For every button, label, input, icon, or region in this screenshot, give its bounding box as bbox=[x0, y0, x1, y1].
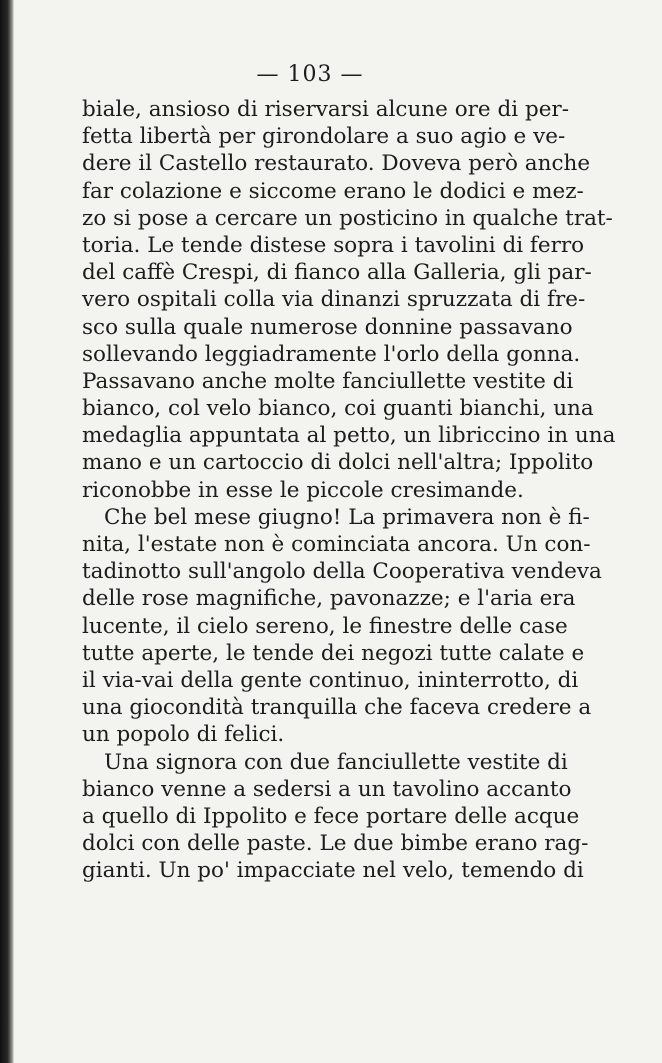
text-line: mano e un cartoccio di dolci nell'altra; Ippolito bbox=[82, 450, 594, 476]
text-line: far colazione e siccome erano le dodici e mez- bbox=[82, 178, 584, 204]
text-line: toria. Le tende distese sopra i tavolini di ferro bbox=[82, 232, 585, 258]
text-line: bianco venne a sedersi a un tavolino accanto bbox=[82, 776, 572, 802]
book-spine-shadow bbox=[0, 0, 14, 1063]
text-line: tadinotto sull'angolo della Cooperativa vendeva bbox=[82, 559, 602, 585]
text-line: medaglia appuntata al petto, un libriccino in una bbox=[82, 423, 616, 449]
page-number: — 103 — bbox=[256, 62, 364, 87]
text-line: tutte aperte, le tende dei negozi tutte calate e bbox=[82, 640, 585, 666]
text-line: Che bel mese giugno! La primavera non è fi- bbox=[104, 504, 590, 530]
text-line: delle rose magnifiche, pavonazze; e l'aria era bbox=[82, 586, 576, 612]
text-line: a quello di Ippolito e fece portare delle acque bbox=[82, 803, 580, 829]
text-line: sco sulla quale numerose donnine passavano bbox=[82, 314, 573, 340]
text-line: biale, ansioso di riservarsi alcune ore di per- bbox=[82, 97, 569, 122]
text-line: fetta libertà per girondolare a suo agio e ve- bbox=[82, 124, 566, 150]
text-line: riconobbe in esse le piccole cresimande. bbox=[82, 477, 524, 503]
text-line: vero ospitali colla via dinanzi spruzzata di fre- bbox=[82, 287, 586, 313]
text-line: bianco, col velo bianco, coi guanti bianchi, una bbox=[82, 396, 594, 422]
text-line: dere il Castello restaurato. Doveva però anche bbox=[82, 151, 591, 177]
text-line: del caffè Crespi, di fianco alla Galleria, gli par- bbox=[82, 260, 592, 286]
text-line: Una signora con due fanciullette vestite di bbox=[104, 749, 568, 775]
body-text bbox=[82, 96, 616, 884]
text-line: un popolo di felici. bbox=[82, 722, 285, 748]
text-line: nita, l'estate non è cominciata ancora. Un con- bbox=[82, 532, 591, 557]
text-line: gianti. Un po' impacciate nel velo, temendo di bbox=[82, 858, 584, 884]
text-line: Passavano anche molte fanciullette vestite di bbox=[82, 368, 574, 394]
text-line: sollevando leggiadramente l'orlo della gonna. bbox=[82, 341, 581, 367]
text-line: dolci con delle paste. Le due bimbe erano rag- bbox=[82, 831, 589, 857]
text-line: una giocondità tranquilla che faceva credere a bbox=[82, 695, 592, 721]
text-line: zo si pose a cercare un posticino in qualche trat- bbox=[82, 205, 613, 231]
text-line: lucente, il cielo sereno, le finestre delle case bbox=[82, 613, 568, 639]
text-line: il via-vai della gente continuo, ininterrotto, di bbox=[82, 667, 579, 693]
